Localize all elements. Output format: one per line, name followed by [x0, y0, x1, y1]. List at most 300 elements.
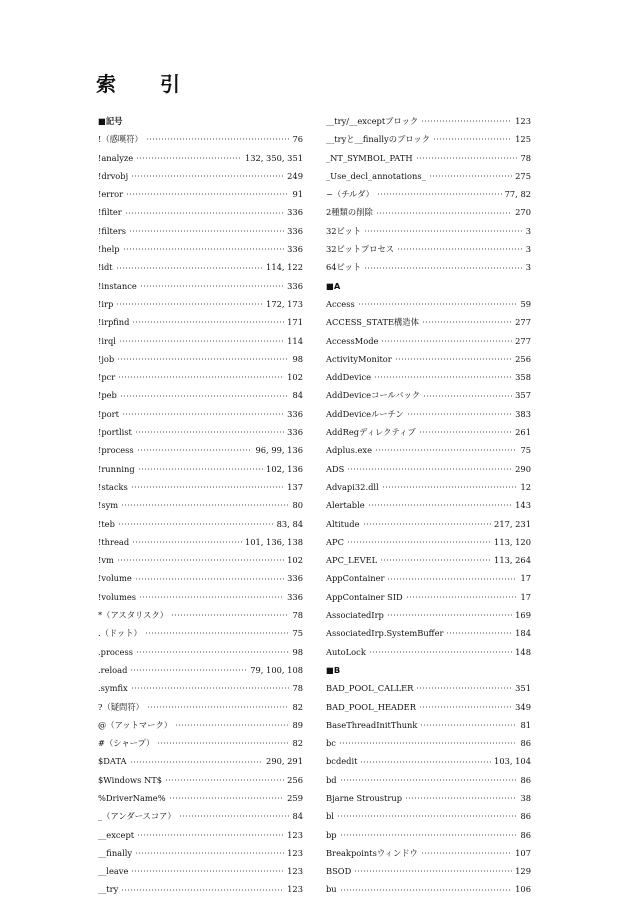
index-column-right: [326, 112, 531, 899]
index-term: .reload: [98, 664, 128, 675]
index-entry: [98, 533, 303, 551]
index-page-numbers: 103, 104: [494, 756, 531, 767]
index-entry: [326, 386, 531, 404]
index-entry: [98, 313, 303, 331]
index-term: Bjarne Stroustrup: [326, 792, 403, 803]
index-term: __tryと__finallyのブロック: [326, 134, 431, 145]
index-page-numbers: 217, 231: [494, 518, 531, 529]
index-entry: [98, 734, 303, 752]
dot-leader: [376, 212, 512, 214]
index-term: AccessMode: [326, 335, 379, 346]
index-page-numbers: 123: [287, 884, 303, 895]
index-entry: [326, 844, 531, 862]
index-entry: [326, 460, 531, 478]
index-page-numbers: 82: [292, 738, 303, 749]
dot-leader: [139, 596, 284, 598]
index-entry: [98, 789, 303, 807]
index-entry: [326, 496, 531, 514]
index-term: !stacks: [98, 481, 128, 492]
dot-leader: [135, 852, 284, 854]
index-page-numbers: 107: [515, 847, 531, 858]
index-entry: [98, 515, 303, 533]
dot-leader: [116, 267, 263, 269]
index-term: ADS: [326, 463, 345, 474]
dot-leader: [116, 303, 263, 305]
dot-leader: [423, 395, 512, 397]
index-term: !portlist: [98, 427, 132, 438]
index-section-heading: ■記号: [98, 116, 123, 126]
index-term: !port: [98, 408, 119, 419]
index-term: !irql: [98, 335, 116, 346]
index-entry: [98, 716, 303, 734]
index-page-numbers: 79, 100, 108: [250, 664, 303, 675]
index-page-numbers: 261: [515, 427, 531, 438]
dot-leader: [130, 669, 247, 671]
index-entry: [326, 551, 531, 569]
dot-leader: [360, 761, 491, 763]
index-entry: [98, 771, 303, 789]
dot-leader: [419, 431, 512, 433]
dot-leader: [131, 687, 290, 689]
index-page-numbers: 3: [525, 262, 531, 273]
index-entry: [326, 752, 531, 770]
index-entry: [326, 533, 531, 551]
page-title: 索 引: [96, 72, 192, 96]
index-page-numbers: 336: [287, 244, 303, 255]
dot-leader: [136, 157, 242, 159]
index-entry: [98, 332, 303, 350]
dot-leader: [419, 706, 512, 708]
index-term: %DriverName%: [98, 792, 166, 803]
index-term: bu: [326, 884, 337, 895]
index-term: !volumes: [98, 591, 137, 602]
index-page-numbers: 129: [515, 866, 531, 877]
dot-leader: [381, 340, 512, 342]
index-term: !（感嘆符）: [98, 134, 143, 145]
index-entry: [98, 441, 303, 459]
index-term: !pcr: [98, 372, 116, 383]
index-page-numbers: 78: [292, 683, 303, 694]
index-page-numbers: 184: [515, 628, 531, 639]
index-page-numbers: 86: [520, 829, 531, 840]
dot-leader: [175, 724, 289, 726]
dot-leader: [369, 651, 512, 653]
dot-leader: [165, 779, 284, 781]
index-term: !filters: [98, 225, 126, 236]
index-term: !running: [98, 463, 135, 474]
index-entry: [326, 606, 531, 624]
dot-leader: [347, 541, 491, 543]
index-entry: [326, 350, 531, 368]
index-page-numbers: 114, 122: [266, 262, 303, 273]
index-term: *（アスタリスク）: [98, 610, 169, 621]
index-entry: [326, 332, 531, 350]
index-page-numbers: 75: [520, 445, 531, 456]
index-entry: [98, 258, 303, 276]
index-term: __leave: [98, 866, 129, 877]
index-entry: [326, 734, 531, 752]
index-entry: [98, 423, 303, 441]
index-page-numbers: 113, 120: [494, 536, 531, 547]
index-entry: [326, 826, 531, 844]
index-page-numbers: 84: [292, 390, 303, 401]
index-entry: [98, 386, 303, 404]
index-term: AssociatedIrp: [326, 610, 384, 621]
dot-leader: [132, 541, 242, 543]
index-page-numbers: 123: [287, 847, 303, 858]
index-entry: [326, 569, 531, 587]
index-page-numbers: 82: [292, 701, 303, 712]
dot-leader: [429, 175, 512, 177]
index-page-numbers: 171: [287, 317, 303, 328]
index-term: ACCESS_STATE構造体: [326, 317, 419, 328]
index-term: AssociatedIrp.SystemBuffer: [326, 628, 444, 639]
dot-leader: [364, 230, 523, 232]
index-page-numbers: 76: [292, 134, 303, 145]
index-entry: [326, 203, 531, 221]
index-entry: [98, 807, 303, 825]
dot-leader: [121, 889, 284, 891]
index-page-numbers: 336: [287, 573, 303, 584]
index-term: __try: [98, 884, 119, 895]
index-page-numbers: 17: [520, 591, 531, 602]
index-page-numbers: 351: [515, 683, 531, 694]
index-page-numbers: 336: [287, 225, 303, 236]
index-page-numbers: 336: [287, 207, 303, 218]
index-page-numbers: 172, 173: [266, 298, 303, 309]
index-entry: [98, 149, 303, 167]
dot-leader: [146, 138, 290, 140]
dot-leader: [157, 742, 289, 744]
index-term: !filter: [98, 207, 122, 218]
dot-leader: [380, 559, 491, 561]
dot-leader: [131, 486, 284, 488]
dot-leader: [171, 614, 289, 616]
index-entry: [326, 771, 531, 789]
index-entry: [326, 185, 531, 203]
index-term: _（アンダースコア）: [98, 811, 176, 822]
index-term: Adplus.exe: [326, 445, 373, 456]
dot-leader: [131, 870, 284, 872]
dot-leader: [145, 632, 290, 634]
index-entry: [98, 203, 303, 221]
dot-leader: [407, 413, 512, 415]
index-entry: [98, 862, 303, 880]
index-page-numbers: 123: [515, 116, 531, 126]
dot-leader: [433, 138, 512, 140]
dot-leader: [446, 632, 512, 634]
index-term: #（シャープ）: [98, 738, 155, 749]
dot-leader: [118, 523, 274, 525]
index-term: __except: [98, 829, 135, 840]
index-term: Altitude: [326, 518, 360, 529]
index-term: BAD_POOL_CALLER: [326, 683, 414, 694]
index-term: !drvobj: [98, 170, 129, 181]
dot-leader: [421, 120, 512, 122]
index-term: AutoLock: [326, 646, 366, 657]
index-page-numbers: 137: [287, 481, 303, 492]
index-entry: [98, 240, 303, 258]
index-term: !process: [98, 445, 134, 456]
index-term: $Windows NT$: [98, 774, 163, 785]
index-term: _Use_decl_annotations_: [326, 170, 426, 181]
index-page-numbers: 81: [520, 719, 531, 730]
index-term: !irp: [98, 298, 114, 309]
index-page-numbers: 102, 136: [266, 463, 303, 474]
index-term: ActivityMonitor: [326, 353, 392, 364]
index-term: AddDevice: [326, 372, 372, 383]
index-term: _NT_SYMBOL_PATH: [326, 152, 413, 163]
index-section-heading: ■A: [326, 280, 341, 291]
index-entry: [326, 807, 531, 825]
index-entry: [98, 588, 303, 606]
dot-leader: [117, 358, 289, 360]
index-term: __finally: [98, 847, 133, 858]
index-page-numbers: 336: [287, 280, 303, 291]
index-term: !help: [98, 244, 120, 255]
index-term: !volume: [98, 573, 132, 584]
index-term: !teb: [98, 518, 115, 529]
index-entry: [326, 167, 531, 185]
index-term: @（アットマーク）: [98, 719, 173, 730]
index-term: bl: [326, 811, 334, 822]
index-page-numbers: 59: [520, 298, 531, 309]
index-page-numbers: 275: [515, 170, 531, 181]
dot-leader: [130, 761, 264, 763]
index-page-numbers: 277: [515, 317, 531, 328]
dot-leader: [121, 504, 289, 506]
index-term: 64ビット: [326, 262, 362, 273]
index-term: ~（チルダ）: [326, 189, 374, 200]
index-entry: [98, 277, 303, 295]
index-term: AddDeviceルーチン: [326, 408, 404, 419]
dot-leader: [420, 724, 517, 726]
index-entry: [98, 844, 303, 862]
index-entry: [326, 880, 531, 898]
dot-leader: [135, 578, 284, 580]
dot-leader: [347, 468, 512, 470]
index-term: 2種類の削除: [326, 207, 373, 218]
dot-leader: [126, 193, 289, 195]
index-entry: [326, 222, 531, 240]
index-entry: [98, 295, 303, 313]
dot-leader: [135, 431, 284, 433]
index-page-numbers: 17: [520, 573, 531, 584]
index-page-numbers: 290: [515, 463, 531, 474]
index-entry: [326, 624, 531, 642]
index-page-numbers: 84: [292, 811, 303, 822]
index-term: !instance: [98, 280, 137, 291]
index-page-numbers: 102: [287, 372, 303, 383]
index-entry: [326, 423, 531, 441]
index-page-numbers: 86: [520, 811, 531, 822]
dot-leader: [123, 248, 285, 250]
dot-leader: [364, 267, 523, 269]
index-entry: [326, 515, 531, 533]
index-entry: [98, 624, 303, 642]
dot-leader: [340, 779, 518, 781]
dot-leader: [169, 797, 285, 799]
index-page-numbers: 86: [520, 774, 531, 785]
index-entry: [98, 698, 303, 716]
index-page-numbers: 249: [287, 170, 303, 181]
index-page-numbers: 336: [287, 427, 303, 438]
dot-leader: [368, 504, 512, 506]
dot-leader: [395, 358, 512, 360]
index-entry: [326, 258, 531, 276]
index-page-numbers: 75: [292, 628, 303, 639]
dot-leader: [118, 376, 284, 378]
index-page-numbers: 169: [515, 610, 531, 621]
index-entry: [98, 460, 303, 478]
index-entry: [326, 478, 531, 496]
index-term: AddDeviceコールバック: [326, 390, 421, 401]
index-page-numbers: 114: [287, 335, 303, 346]
index-entry: [98, 661, 303, 679]
index-term: !job: [98, 353, 115, 364]
dot-leader: [405, 797, 517, 799]
dot-leader: [422, 321, 512, 323]
index-page-numbers: 12: [520, 481, 531, 492]
index-page-numbers: 148: [515, 646, 531, 657]
index-page-numbers: 78: [520, 152, 531, 163]
dot-leader: [120, 395, 290, 397]
index-entry: [326, 588, 531, 606]
index-page-numbers: 83, 84: [276, 518, 303, 529]
index-page-numbers: 78: [292, 610, 303, 621]
index-page-numbers: 256: [515, 353, 531, 364]
index-entry: [98, 643, 303, 661]
dot-leader: [416, 157, 518, 159]
index-entry: [98, 405, 303, 423]
index-term: APC_LEVEL: [326, 555, 378, 566]
index-term: bp: [326, 829, 337, 840]
index-page-numbers: 259: [287, 792, 303, 803]
index-page-numbers: 86: [520, 738, 531, 749]
index-page-numbers: 89: [292, 719, 303, 730]
index-term: AddRegディレクティブ: [326, 427, 416, 438]
index-page-numbers: 125: [515, 134, 531, 145]
dot-leader: [397, 248, 523, 250]
dot-leader: [416, 687, 512, 689]
index-entry: [98, 679, 303, 697]
index-term: bd: [326, 774, 337, 785]
index-entry: [326, 679, 531, 697]
index-entry: [326, 240, 531, 258]
index-page-numbers: 101, 136, 138: [244, 536, 303, 547]
index-entry: [98, 185, 303, 203]
index-page-numbers: 336: [287, 591, 303, 602]
dot-leader: [147, 706, 290, 708]
dot-leader: [340, 834, 518, 836]
index-term: !sym: [98, 500, 119, 511]
index-term: 32ビット: [326, 225, 362, 236]
index-entry: [98, 880, 303, 898]
index-entry: [326, 643, 531, 661]
index-term: Breakpointsウィンドウ: [326, 847, 418, 858]
dot-leader: [377, 193, 502, 195]
dot-leader: [406, 596, 518, 598]
dot-leader: [339, 742, 517, 744]
index-entry: [98, 368, 303, 386]
index-term: APC: [326, 536, 344, 547]
index-entry: [98, 826, 303, 844]
dot-leader: [119, 340, 284, 342]
index-entry: [98, 496, 303, 514]
index-page-numbers: 38: [520, 792, 531, 803]
dot-leader: [129, 230, 284, 232]
index-term: ?（疑問符）: [98, 701, 144, 712]
index-entry: [326, 368, 531, 386]
index-entry: [98, 167, 303, 185]
index-entry: [326, 295, 531, 313]
index-page-numbers: 132, 350, 351: [244, 152, 303, 163]
index-term: !peb: [98, 390, 117, 401]
dot-leader: [363, 523, 492, 525]
index-term: .process: [98, 646, 133, 657]
index-term: .（ドット）: [98, 628, 142, 639]
index-entry: [98, 222, 303, 240]
index-term: !idt: [98, 262, 113, 273]
index-entry: [98, 752, 303, 770]
index-section-heading: ■B: [326, 664, 341, 675]
dot-leader: [421, 852, 512, 854]
index-term: Alertable: [326, 500, 365, 511]
index-entry: [98, 551, 303, 569]
index-page-numbers: 358: [515, 372, 531, 383]
index-page-numbers: 3: [525, 225, 531, 236]
index-page-numbers: 3: [525, 244, 531, 255]
index-term: BAD_POOL_HEADER: [326, 701, 416, 712]
index-page-numbers: 106: [515, 884, 531, 895]
index-entry: [326, 130, 531, 148]
index-page-numbers: 336: [287, 408, 303, 419]
index-entry: [326, 313, 531, 331]
index-entry: [326, 698, 531, 716]
index-term: BSOD: [326, 866, 352, 877]
dot-leader: [131, 175, 284, 177]
dot-leader: [125, 212, 284, 214]
index-entry: [98, 569, 303, 587]
index-entry: [98, 606, 303, 624]
index-page-numbers: 113, 264: [494, 555, 531, 566]
dot-leader: [354, 870, 512, 872]
index-column-left: [98, 112, 303, 899]
index-term: bcdedit: [326, 756, 358, 767]
index-term: AppContainer SID: [326, 591, 403, 602]
dot-leader: [137, 834, 284, 836]
index-term: .symfix: [98, 683, 128, 694]
index-page-numbers: 357: [515, 390, 531, 401]
index-page-numbers: 98: [292, 353, 303, 364]
dot-leader: [122, 413, 284, 415]
index-entry: [98, 130, 303, 148]
index-page-numbers: 98: [292, 646, 303, 657]
index-page-numbers: 96, 99, 136: [255, 445, 303, 456]
index-entry: [326, 441, 531, 459]
index-term: !error: [98, 189, 124, 200]
dot-leader: [340, 889, 513, 891]
index-page-numbers: 270: [515, 207, 531, 218]
dot-leader: [387, 614, 512, 616]
index-term: AppContainer: [326, 573, 385, 584]
index-entry: [326, 789, 531, 807]
index-page-numbers: 349: [515, 701, 531, 712]
index-entry: [326, 112, 531, 130]
index-page-numbers: 123: [287, 866, 303, 877]
index-term: !vm: [98, 555, 114, 566]
dot-leader: [137, 449, 253, 451]
